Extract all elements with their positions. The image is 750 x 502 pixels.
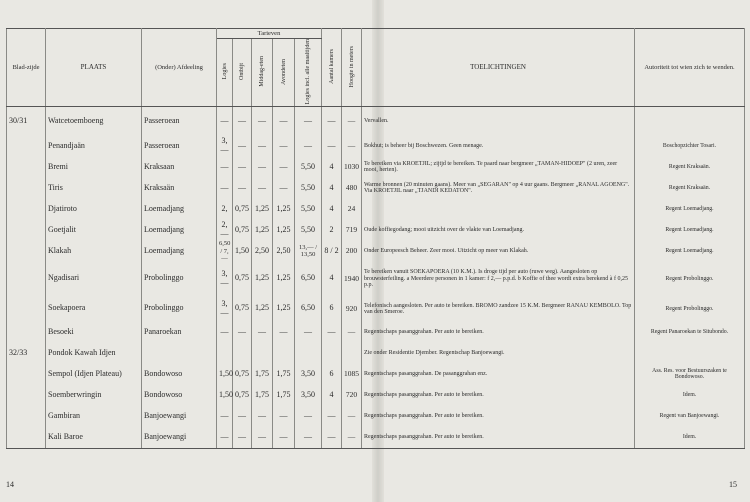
table-row: Soemberwringin Bondowoso 1,50 0,75 1,75 1,75 3,50 4 720 Regentschaps pasanggrahan. Per auto te bereiken. Idem.	[7, 385, 745, 406]
header-tarieven: Tarieven	[217, 29, 322, 39]
table-row: Besoeki Panaroekan — — — — — — — Regentschaps pasanggrahan. Per auto te bereiken. Regent Panaroekan te Situbondo.	[7, 322, 745, 343]
page-number-left: 14	[6, 480, 14, 489]
table-row: Penandjaän Passeroean 3,— — — — — — — Bokhut; is beheer bij Boschwezen. Geen menage. Boschopzichter Tosari.	[7, 135, 745, 156]
header-middag-eten: Middag-eten	[252, 39, 273, 107]
header-toelichtingen: TOELICHTINGEN	[362, 29, 635, 107]
header-plaats: PLAATS	[46, 29, 142, 107]
table-row: Sempol (Idjen Plateau) Bondowoso 1,50 0,75 1,75 1,75 3,50 6 1085 Regentschaps pasanggrahan. De pasanggrahan enz. Ass. Res. voor Bestuurszaken te Bondowoso.	[7, 364, 745, 385]
page-number-right: 15	[729, 480, 737, 489]
header-autoriteit: Autoriteit tot wien zich te wenden.	[635, 29, 745, 107]
table-row: 30/31 Watcetoemboeng Passeroean — — — — — — — Vervallen.	[7, 107, 745, 136]
table-row: Tiris Kraksaän — — — — 5,50 4 480 Warme bronnen (20 minuten gaans). Meer van „SEGARAN" op 4 uur gaans. Bergmeer „RANAL AGOENG". Via KROETJIL naar „TJANDI KEDATON". Regent Kraksaän.	[7, 177, 745, 198]
table-row: Gambiran Banjoewangi — — — — — — — Regentschaps pasanggrahan. Per auto te bereiken. Regent van Banjoewangi.	[7, 406, 745, 427]
header-onder-afdeeling: (Onder) Afdeeling	[142, 29, 217, 107]
header-hoogte: Hoogte in meters	[342, 29, 362, 107]
table-row: Djatiroto Loemadjang 2, 0,75 1,25 1,25 5,50 4 24 Regent Loemadjang.	[7, 198, 745, 219]
pasanggrahan-table	[6, 28, 745, 449]
header-avondeten: Avondeten	[273, 39, 295, 107]
table-row: Klakah Loemadjang 6,50 / 7,— 1,50 2,50 2,50 13,— / 13,50 8 / 2 200 Onder Europeesch Beheer. Zeer mooi. Uitzicht op meer van Klakah. Regent Loemadjang.	[7, 240, 745, 261]
header-logies: Logies	[217, 39, 233, 107]
table-row: Bremi Kraksaan — — — — 5,50 4 1030 Te bereiken via KROETJIL; zijtjd te bereiken. Te paard naar bergmeer „TAMAN-HIDOEP" (2 uren, zeer mooi, herten). Regent Kraksaän.	[7, 156, 745, 177]
table-row: Ngadisari Probolinggo 3,— 0,75 1,25 1,25 6,50 4 1940 Te bereiken vanuit SOEKAPOERA (10 K.M.). Is droge tijd per auto (ruwe weg). Aangesloten op brouwsterfeiling. a Meerdere personen in 1 kamer: f 2,— p.p.d. b Koffie of thee wordt extra berekend à f 0,25 p.p. Regent Probolinggo.	[7, 262, 745, 296]
header-ontbijt: Ontbijt	[233, 39, 252, 107]
table-row: Soekapoera Probolinggo 3,— 0,75 1,25 1,25 6,50 6 920 Telefonisch aangesloten. Per auto te bereiken. BROMO zandzee 15 K.M. Bergmeer RANAU KEMBOLO. Top van den Smeroe. Regent Probolinggo.	[7, 296, 745, 322]
header-bladzijde: Blad-zijde	[7, 29, 46, 107]
header-logies-incl: Logies incl. alle maaltijden	[295, 39, 322, 107]
table-row: 32/33 Pondok Kawah Idjen Zie onder Residentie Djember. Regentschap Banjoewangi.	[7, 343, 745, 364]
table-row: Kali Baroe Banjoewangi — — — — — — — Regentschaps pasanggrahan. Per auto te bereiken. Idem.	[7, 427, 745, 449]
table-row: Goetjalit Loemadjang 2,— 0,75 1,25 1,25 5,50 2 719 Oude koffiegodang; mooi uitzicht over de vlakte van Loemadjang. Regent Loemadjang.	[7, 219, 745, 240]
header-aantal-kamers: Aantal kamers	[322, 29, 342, 107]
